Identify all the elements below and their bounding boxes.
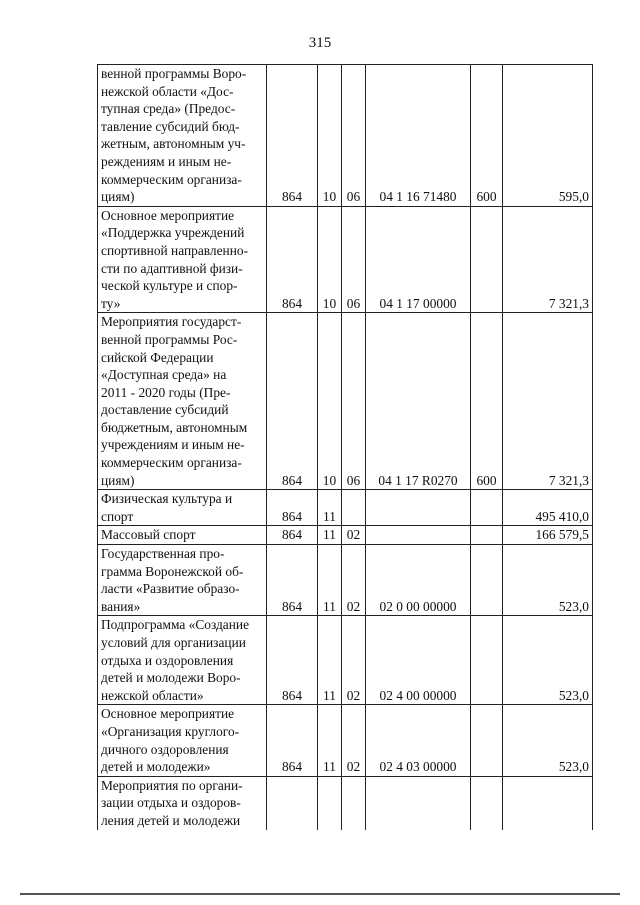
- target-article-cell: [366, 490, 471, 526]
- target-article-cell: 04 1 17 00000: [366, 206, 471, 313]
- table-row: [98, 526, 593, 545]
- amount-cell: 495 410,0: [503, 490, 593, 526]
- table-body: [98, 65, 593, 830]
- department-code-cell: [267, 776, 318, 829]
- page-bottom-divider: [20, 893, 620, 895]
- subsection-code-cell: 06: [342, 65, 366, 207]
- expense-type-cell: 600: [471, 313, 503, 490]
- table-row: [98, 313, 593, 490]
- row-name-cell: Подпрограмма «Создание условий для организации отдыха и оздоровления детей и молодежи Воро- нежской области»: [98, 616, 267, 705]
- subsection-code-cell: [342, 490, 366, 526]
- section-code-cell: 10: [318, 206, 342, 313]
- row-name-cell: Физическая культура и спорт: [98, 490, 267, 526]
- expense-type-cell: [471, 616, 503, 705]
- amount-cell: 595,0: [503, 65, 593, 207]
- row-name-cell: Массовый спорт: [98, 526, 267, 545]
- department-code-cell: 864: [267, 490, 318, 526]
- department-code-cell: 864: [267, 526, 318, 545]
- target-article-cell: 02 4 00 00000: [366, 616, 471, 705]
- target-article-cell: [366, 776, 471, 829]
- department-code-cell: 864: [267, 545, 318, 616]
- section-code-cell: 11: [318, 616, 342, 705]
- subsection-code-cell: 02: [342, 705, 366, 776]
- row-name-cell: венной программы Воро- нежской области «Дос- тупная среда» (Предос- тавление субсидий бюд- жетным, автономным уч- реждениям и иным не- коммерческим организа- циям): [98, 65, 267, 207]
- department-code-cell: 864: [267, 705, 318, 776]
- expense-type-cell: [471, 545, 503, 616]
- row-name-cell: Государственная про- грамма Воронежской об- ласти «Развитие образо- вания»: [98, 545, 267, 616]
- amount-cell: 523,0: [503, 705, 593, 776]
- subsection-code-cell: [342, 776, 366, 829]
- row-name-cell: Мероприятия государст- венной программы Рос- сийской Федерации «Доступная среда» на 2011 - 2020 годы (Пре- доставление субсидий бюджетным, автономным учреждениям и иным не- коммерческим организа- циям): [98, 313, 267, 490]
- department-code-cell: 864: [267, 65, 318, 207]
- department-code-cell: 864: [267, 206, 318, 313]
- expense-type-cell: [471, 705, 503, 776]
- section-code-cell: [318, 776, 342, 829]
- page-number: 315: [308, 35, 332, 51]
- subsection-code-cell: 02: [342, 526, 366, 545]
- table-row: [98, 776, 593, 829]
- table-row: [98, 616, 593, 705]
- expense-type-cell: [471, 526, 503, 545]
- table-row: [98, 206, 593, 313]
- department-code-cell: 864: [267, 616, 318, 705]
- amount-cell: 523,0: [503, 545, 593, 616]
- target-article-cell: [366, 526, 471, 545]
- amount-cell: 7 321,3: [503, 206, 593, 313]
- row-name-cell: Основное мероприятие «Организация круглого- дичного оздоровления детей и молодежи»: [98, 705, 267, 776]
- subsection-code-cell: 06: [342, 313, 366, 490]
- amount-cell: [503, 776, 593, 829]
- row-name-cell: Мероприятия по органи- зации отдыха и оздоров- ления детей и молодежи: [98, 776, 267, 829]
- expense-type-cell: 600: [471, 65, 503, 207]
- expense-type-cell: [471, 490, 503, 526]
- budget-table: [97, 64, 593, 830]
- section-code-cell: 10: [318, 65, 342, 207]
- target-article-cell: 02 0 00 00000: [366, 545, 471, 616]
- expense-type-cell: [471, 776, 503, 829]
- subsection-code-cell: 02: [342, 545, 366, 616]
- section-code-cell: 11: [318, 705, 342, 776]
- subsection-code-cell: 02: [342, 616, 366, 705]
- row-name-cell: Основное мероприятие «Поддержка учреждений спортивной направленно- сти по адаптивной физи- ческой культуре и спор- ту»: [98, 206, 267, 313]
- amount-cell: 7 321,3: [503, 313, 593, 490]
- target-article-cell: 04 1 17 R0270: [366, 313, 471, 490]
- table-row: [98, 490, 593, 526]
- section-code-cell: 11: [318, 490, 342, 526]
- amount-cell: 523,0: [503, 616, 593, 705]
- section-code-cell: 11: [318, 526, 342, 545]
- department-code-cell: 864: [267, 313, 318, 490]
- expense-type-cell: [471, 206, 503, 313]
- table-row: [98, 65, 593, 207]
- subsection-code-cell: 06: [342, 206, 366, 313]
- section-code-cell: 11: [318, 545, 342, 616]
- table-row: [98, 705, 593, 776]
- table-row: [98, 545, 593, 616]
- section-code-cell: 10: [318, 313, 342, 490]
- amount-cell: 166 579,5: [503, 526, 593, 545]
- target-article-cell: 02 4 03 00000: [366, 705, 471, 776]
- target-article-cell: 04 1 16 71480: [366, 65, 471, 207]
